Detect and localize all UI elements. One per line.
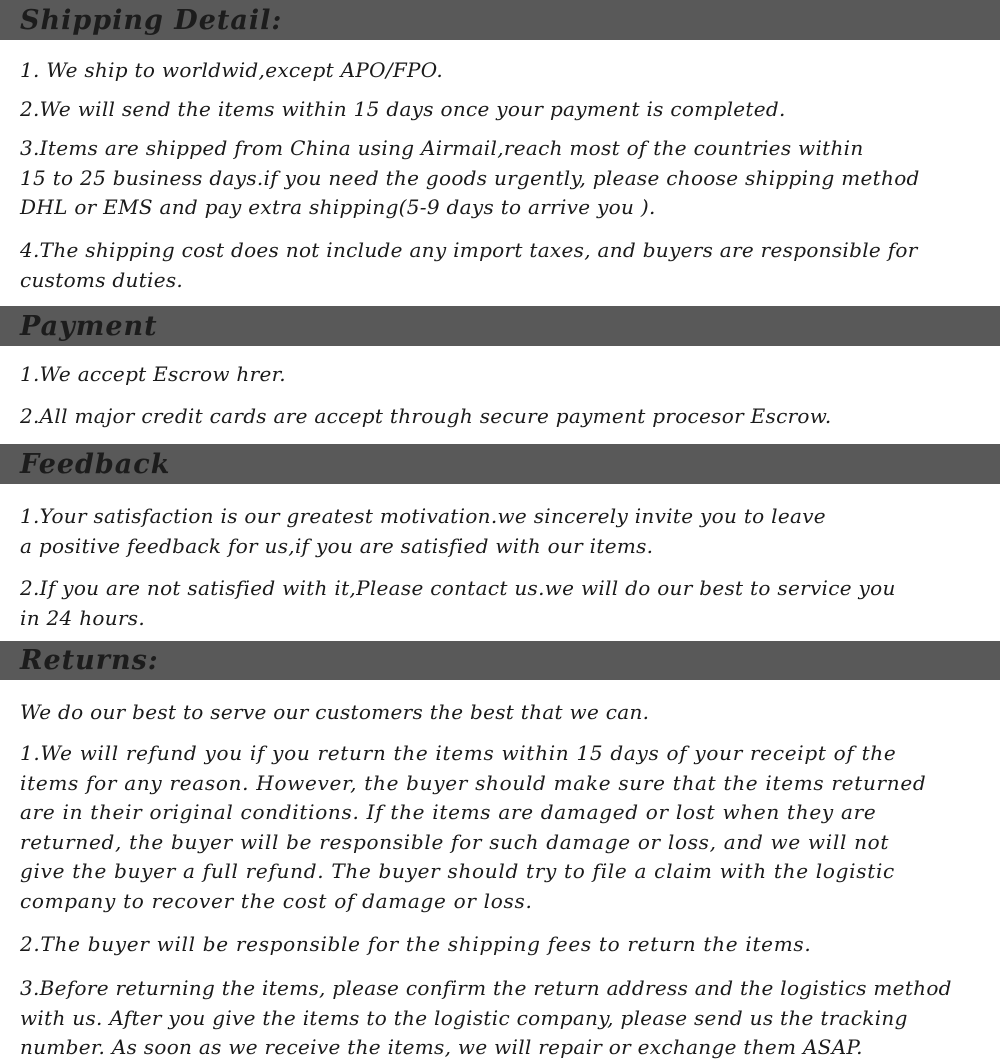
payment-title: Payment [20,310,158,342]
returns-item-2: 2.The buyer will be responsible for the shipping fees to return the items. [20,932,812,956]
payment-header [0,306,1000,346]
shipping-item-1: 1. We ship to worldwid,except APO/FPO. [20,58,443,82]
returns-intro: We do our best to serve our customers the best that we can. [20,700,650,724]
returns-header [0,641,1000,680]
shipping-detail-title: Shipping Detail: [20,4,283,36]
shipping-detail-header [0,0,1000,40]
shipping-item-3: 3.Items are shipped from China using Airmail,reach most of the countries within 15 to 25 business days.if you need the goods urgently, please choose shipping method DHL or EMS and pay extra shipping(5-9 days to arrive you ). [20,136,920,219]
returns-item-1: 1.We will refund you if you return the items within 15 days of your receipt of the items for any reason. However, the buyer should make sure that the items returned are in their original conditions. If the items are damaged or lost when they are returned, the buyer will be responsible for such damage or loss, and we will not give the buyer a full refund. The buyer should try to file a claim with the logistic company to recover the cost of damage or loss. [20,741,927,913]
feedback-item-1: 1.Your satisfaction is our greatest motivation.we sincerely invite you to leave a positive feedback for us,if you are satisfied with our items. [20,504,826,558]
shipping-item-2: 2.We will send the items within 15 days once your payment is completed. [20,97,786,121]
payment-item-2: 2.All major credit cards are accept through secure payment procesor Escrow. [20,404,832,428]
returns-item-3: 3.Before returning the items, please confirm the return address and the logistics method with us. After you give the items to the logistic company, please send us the tracking number. As soon as we receive the items, we will repair or exchange them ASAP. [20,976,952,1059]
shipping-item-4: 4.The shipping cost does not include any import taxes, and buyers are responsible for customs duties. [20,238,918,292]
returns-title: Returns: [20,645,159,676]
feedback-header [0,444,1000,484]
feedback-title: Feedback [20,448,171,480]
feedback-item-2: 2.If you are not satisfied with it,Please contact us.we will do our best to service you in 24 hours. [20,576,896,630]
payment-item-1: 1.We accept Escrow hrer. [20,362,286,386]
